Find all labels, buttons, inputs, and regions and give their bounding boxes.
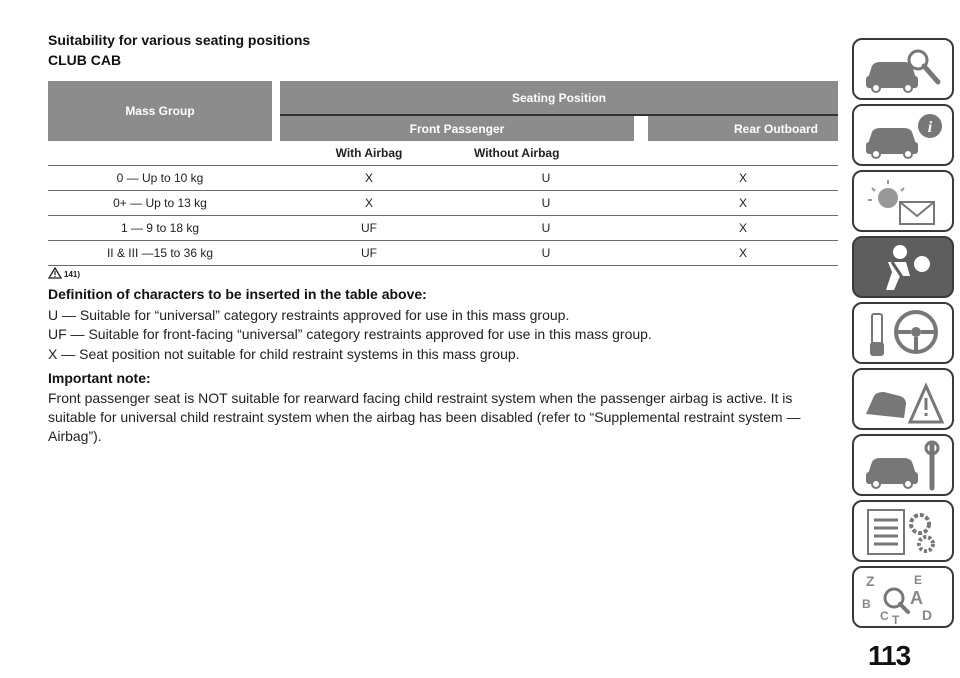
car-search-icon <box>860 44 948 96</box>
sidebar-tab-starting-driving[interactable] <box>852 302 954 364</box>
svg-text:i: i <box>927 119 933 136</box>
car-accident-warning-icon <box>860 374 948 426</box>
sidebar-tab-emergency[interactable] <box>852 368 954 430</box>
with-airbag-cell: X <box>364 171 373 185</box>
definition-item: UF — Suitable for front-facing “universal” category restraints approved for use in this mass group. <box>48 326 652 342</box>
list-gears-icon <box>860 506 948 558</box>
car-wrench-icon <box>860 440 948 492</box>
seating-position-header <box>280 81 838 114</box>
seating-position-header-label: Seating Position <box>511 90 606 105</box>
without-airbag-header: Without Airbag <box>474 146 560 160</box>
without-airbag-cell: U <box>541 171 551 185</box>
alphabetical-index-icon <box>860 572 948 624</box>
index-letter: C <box>880 609 889 623</box>
front-passenger-header-label: Front Passenger <box>409 121 505 136</box>
sidebar-tab-servicing[interactable] <box>852 434 954 496</box>
section-title: Suitability for various seating positions <box>48 32 311 48</box>
mass-group-cell: 0 — Up to 10 kg <box>116 171 204 185</box>
index-letter: Z <box>866 573 875 589</box>
key-steering-wheel-icon <box>860 308 948 360</box>
with-airbag-header: With Airbag <box>335 146 403 160</box>
sidebar-tab-knowing-vehicle[interactable] <box>852 38 954 100</box>
index-letter: E <box>914 573 923 587</box>
sidebar-tab-index[interactable] <box>852 566 954 628</box>
definitions-title: Definition of characters to be inserted in the table above: <box>48 286 427 302</box>
mass-group-header-label: Mass Group <box>125 104 195 118</box>
mass-group-cell: II & III —15 to 36 kg <box>106 246 214 260</box>
with-airbag-cell: UF <box>361 221 377 235</box>
definition-item: U — Suitable for “universal” category restraints approved for use in this mass group. <box>48 307 570 323</box>
with-airbag-cell: UF <box>361 246 377 260</box>
car-info-icon <box>860 110 948 162</box>
sidebar-tab-warning-lights[interactable] <box>852 170 954 232</box>
table-row <box>48 191 838 216</box>
without-airbag-cell: U <box>541 196 551 210</box>
without-airbag-cell: U <box>541 221 551 235</box>
important-note-text: Front passenger seat is NOT suitable for rearward facing child restraint system when the passenger airbag is active. It is suitable for universal child restraint system when the airbag has been disabled (refer to “Supplemental restraint system — Airbag”). <box>48 390 801 444</box>
sidebar-tab-technical-data[interactable] <box>852 500 954 562</box>
warning-light-message-icon <box>860 176 948 228</box>
note-ref-number: 141) <box>64 270 81 279</box>
warning-triangle-icon <box>48 267 62 279</box>
page-number: 113 <box>868 640 911 671</box>
table-row <box>48 166 838 191</box>
table-row <box>48 241 838 266</box>
rear-outboard-cell: X <box>738 221 747 235</box>
index-letter: D <box>922 607 933 623</box>
definition-item: X — Seat position not suitable for child restraint systems in this mass group. <box>48 346 520 362</box>
mass-group-cell: 0+ — Up to 13 kg <box>113 196 207 210</box>
mass-group-header <box>48 81 272 141</box>
rear-outboard-cell: X <box>738 196 747 210</box>
mass-group-cell: 1 — 9 to 18 kg <box>120 221 200 235</box>
rear-outboard-header <box>648 116 838 141</box>
table-subheader-row <box>48 141 838 166</box>
seatbelt-airbag-icon <box>860 242 948 294</box>
index-letter: T <box>892 613 900 624</box>
without-airbag-cell: U <box>541 246 551 260</box>
rear-outboard-header-label: Rear Outboard <box>733 121 818 136</box>
warning-note-reference[interactable] <box>48 267 80 279</box>
rear-outboard-cell: X <box>738 246 747 260</box>
front-passenger-header <box>280 116 634 141</box>
important-note-title: Important note: <box>48 370 151 386</box>
with-airbag-cell: X <box>364 196 373 210</box>
sidebar-tab-info[interactable] <box>852 104 954 166</box>
rear-outboard-cell: X <box>738 171 747 185</box>
index-letter: A <box>910 588 923 608</box>
sidebar-tab-safety[interactable] <box>852 236 954 298</box>
table-row <box>48 216 838 241</box>
section-subtitle: CLUB CAB <box>48 52 122 68</box>
index-letter: B <box>862 597 871 611</box>
